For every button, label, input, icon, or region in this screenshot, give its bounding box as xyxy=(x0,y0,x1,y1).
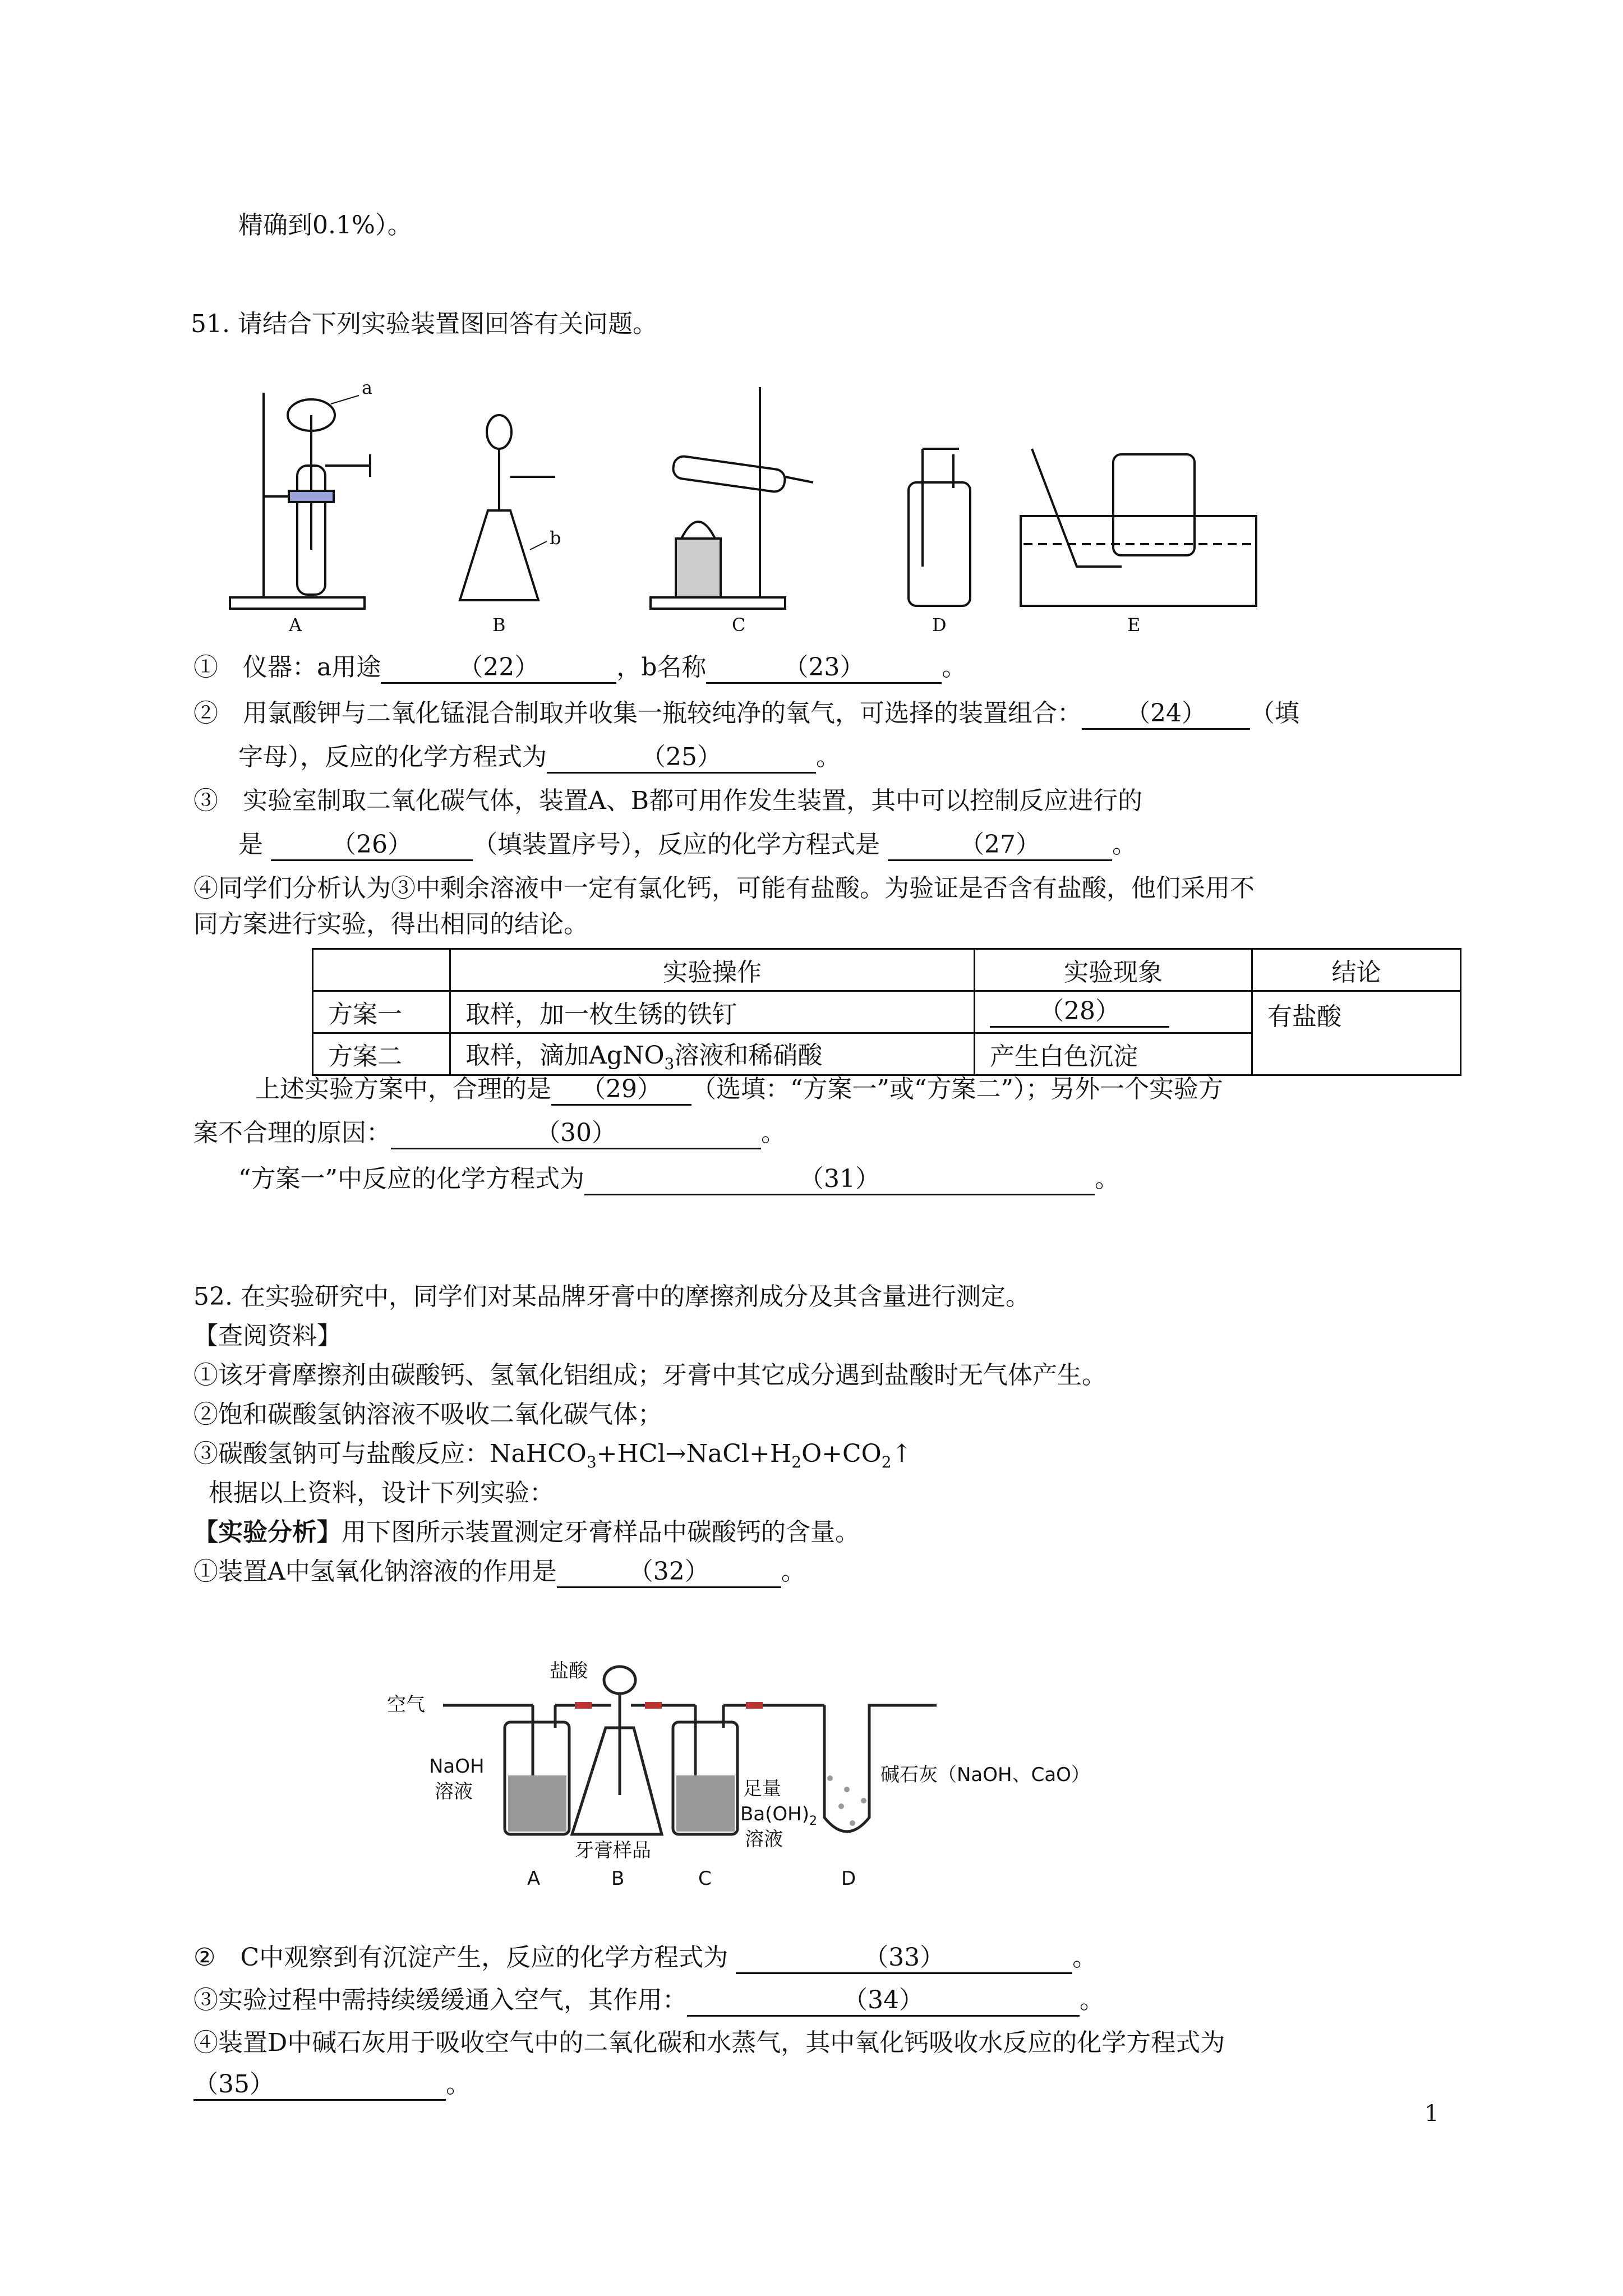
fig52-sample: 牙膏样品 xyxy=(575,1839,651,1862)
fig-label-b-lower: b xyxy=(550,527,561,549)
fig52-air: 空气 xyxy=(387,1694,425,1716)
blank-34[interactable]: （34） xyxy=(687,1986,1080,2017)
q52-title: 52. 在实验研究中，同学们对某品牌牙膏中的摩擦剂成分及其含量进行测定。 xyxy=(193,1282,1030,1311)
fig-label-b: B xyxy=(492,614,506,636)
fig-label-e: E xyxy=(1127,614,1141,636)
table-header-cell: 结论 xyxy=(1252,949,1461,991)
apparatus-figure-52 xyxy=(381,1655,1223,1896)
intro-line: 精确到0.1%）。 xyxy=(238,211,412,240)
q51-line-1: ① 仪器：a用途 （22） ，b名称 （23） 。 xyxy=(193,651,966,684)
q51-title: 51. 请结合下列实验装置图回答有关问题。 xyxy=(191,310,657,338)
plan-1-phenomenon xyxy=(975,991,1252,1033)
blank-33[interactable]: （33） xyxy=(736,1943,1072,1974)
fig52-naoh: NaOH xyxy=(429,1755,485,1778)
plan-1-operation: 取样，加一枚生锈的铁钉 xyxy=(450,991,975,1033)
fig52-baoh-sol: 溶液 xyxy=(745,1828,783,1851)
blank-22[interactable]: （22） xyxy=(381,653,616,684)
table-header-cell: 实验现象 xyxy=(975,949,1252,991)
q51-line-2: ② 用氯酸钾与二氧化锰混合制取并收集一瓶较纯净的氧气，可选择的装置组合： （24） （填 xyxy=(193,697,1299,730)
table-header-cell xyxy=(313,949,450,991)
q51-line-7: 同方案进行实验，得出相同的结论。 xyxy=(193,910,588,938)
plan-2-name: 方案二 xyxy=(313,1033,450,1075)
blank-23[interactable]: （23） xyxy=(706,653,942,684)
plan-2-operation: 取样，滴加AgNO$_3$溶液和稀硝酸 xyxy=(450,1033,975,1075)
plan-2-phenomenon: 产生白色沉淀 xyxy=(975,1033,1252,1075)
q51-line-4: ③ 实验室制取二氧化碳气体，装置A、B都可用作发生装置，其中可以控制反应进行的 xyxy=(193,786,1143,815)
table-header-row xyxy=(313,949,1461,991)
q52-ref-3: ③碳酸氢钠可与盐酸反应：$NaHCO_3+HCl\to NaCl+H_2O+CO_2↑$ xyxy=(193,1439,912,1471)
blank-26[interactable]: （26） xyxy=(271,830,473,861)
q52-ref-head: 【查阅资料】 xyxy=(193,1322,342,1350)
q51-line-9: 案不合理的原因： （30） 。 xyxy=(193,1116,786,1150)
table-row xyxy=(313,991,1461,1033)
q52-a2: ② C中观察到有沉淀产生，反应的化学方程式为 （33） 。 xyxy=(193,1941,1097,1975)
fig52-lime: 碱石灰（NaOH、CaO） xyxy=(880,1764,1090,1786)
blank-27[interactable]: （27） xyxy=(888,830,1112,861)
fig52-excess: 足量 xyxy=(743,1778,781,1800)
q52-ref-1: ①该牙膏摩擦剂由碳酸钙、氢氧化铝组成；牙膏中其它成分遇到盐酸时无气体产生。 xyxy=(193,1361,1106,1389)
table-header-cell: 实验操作 xyxy=(450,949,975,991)
experiment-table xyxy=(312,948,1461,1076)
fig-label-a: A xyxy=(289,614,302,636)
fig-label-d: D xyxy=(932,614,947,636)
fig52-naoh-sol: 溶液 xyxy=(435,1780,473,1803)
fig52-label-c: C xyxy=(698,1867,712,1890)
blank-32[interactable]: （32） xyxy=(557,1557,781,1588)
fig52-label-b: B xyxy=(611,1867,625,1890)
blank-31[interactable]: （31） xyxy=(584,1165,1095,1195)
q52-ref-2: ②饱和碳酸氢钠溶液不吸收二氧化碳气体； xyxy=(193,1400,662,1429)
blank-35[interactable]: （35） xyxy=(193,2070,446,2101)
q51-line-10: “方案一”中反应的化学方程式为 （31） 。 xyxy=(238,1162,1119,1196)
blank-24[interactable]: （24） xyxy=(1082,699,1250,730)
q52-a5: （35） 。 xyxy=(193,2068,471,2101)
plan-1-name: 方案一 xyxy=(313,991,450,1033)
blank-30[interactable]: （30） xyxy=(391,1119,761,1149)
q51-line-6: ④同学们分析认为③中剩余溶液中一定有氯化钙，可能有盐酸。为验证是否含有盐酸，他们采用不 xyxy=(193,874,1255,903)
fig-label-a-lower: a xyxy=(362,381,373,398)
q52-design: 根据以上资料，设计下列实验： xyxy=(209,1479,554,1507)
blank-29[interactable]: （29） xyxy=(551,1075,691,1106)
q51-line-8: 上述实验方案中，合理的是 （29） （选填：“方案一”或“方案二”）；另外一个实验方 xyxy=(255,1073,1223,1106)
q52-a1: ①装置A中氢氧化钠溶液的作用是 （32） 。 xyxy=(193,1555,806,1589)
apparatus-figure-51 xyxy=(224,381,1262,645)
q52-a4: ④装置D中碱石灰用于吸收空气中的二氧化碳和水蒸气，其中氧化钙吸收水反应的化学方程式为 xyxy=(193,2028,1225,2057)
q52-a3: ③实验过程中需持续缓缓通入空气，其作用： （34） 。 xyxy=(193,1984,1104,2017)
blank-28[interactable]: （28） xyxy=(990,997,1169,1028)
q51-line-5: 是 （26） （填装置序号），反应的化学方程式是 （27） 。 xyxy=(238,828,1137,862)
fig52-baoh: $Ba(OH)_2$ xyxy=(740,1803,818,1828)
blank-25[interactable]: （25） xyxy=(547,743,816,774)
fig-label-c: C xyxy=(732,614,746,636)
q52-analysis: 【实验分析】用下图所示装置测定牙膏样品中碳酸钙的含量。 xyxy=(193,1518,860,1547)
page-number: 1 xyxy=(1424,2101,1439,2127)
fig52-acid: 盐酸 xyxy=(550,1660,588,1682)
fig52-label-d: D xyxy=(841,1867,856,1890)
fig52-label-a: A xyxy=(527,1867,541,1890)
q51-line-3: 字母），反应的化学方程式为 （25） 。 xyxy=(238,740,841,774)
conclusion-cell: 有盐酸 xyxy=(1252,991,1461,1075)
